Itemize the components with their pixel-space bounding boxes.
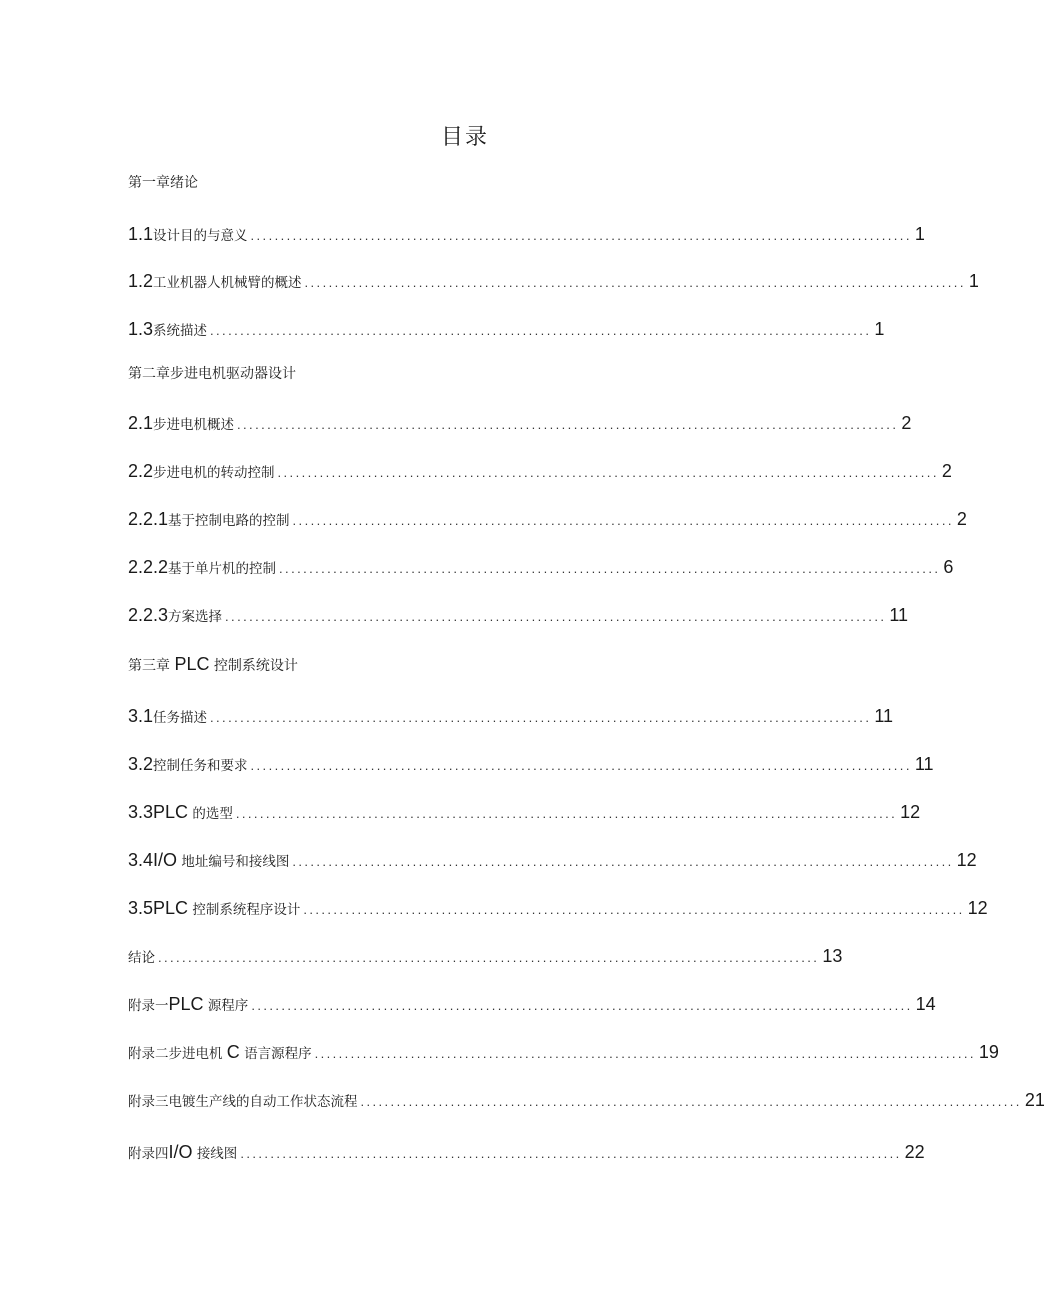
dot-leader: .............................................................................................................. xyxy=(210,710,872,725)
entry-number: 2.2 xyxy=(128,461,154,481)
chapter-3-latin: PLC xyxy=(174,654,210,674)
dot-leader: .............................................................................................................. xyxy=(292,854,954,869)
dot-leader: .............................................................................................................. xyxy=(158,950,820,965)
entry-label xyxy=(128,1040,312,1066)
entry-page-number: 14 xyxy=(915,994,936,1014)
entry-label-suffix: 接线图 xyxy=(196,1146,238,1162)
dot-leader: .............................................................................................................. xyxy=(251,998,913,1013)
entry-number: 3.5 xyxy=(128,898,154,918)
entry-label-text: 控制系统程序设计 xyxy=(192,902,301,918)
entry-page-number: 2 xyxy=(956,509,967,529)
dot-leader: .............................................................................................................. xyxy=(292,513,954,528)
toc-entry-3-3[interactable] xyxy=(128,800,921,824)
dot-leader: .............................................................................................................. xyxy=(210,323,872,338)
entry-label-prefix: 附录一 xyxy=(128,998,169,1014)
entry-number: 3.1 xyxy=(128,706,154,726)
entry-label: 基于控制电路的控制 xyxy=(168,513,290,529)
toc-entry-3-5[interactable] xyxy=(128,896,988,920)
toc-entry-appendix-1[interactable] xyxy=(128,992,936,1016)
entry-page-number: 11 xyxy=(914,754,934,774)
chapter-2-heading: 第二章步进电机驱动器设计 xyxy=(128,366,296,382)
entry-label xyxy=(128,1140,237,1166)
entry-number: 3.4 xyxy=(128,850,154,870)
dot-leader: .............................................................................................................. xyxy=(277,465,939,480)
dot-leader: .............................................................................................................. xyxy=(304,275,966,290)
entry-label-suffix: 语言源程序 xyxy=(244,1046,312,1062)
chapter-3-suffix: 控制系统设计 xyxy=(213,658,298,674)
entry-page-number: 12 xyxy=(967,898,988,918)
entry-label: 系统描述 xyxy=(153,323,208,339)
entry-label: 设计目的与意义 xyxy=(153,228,248,244)
entry-page-number: 11 xyxy=(874,706,894,726)
entry-page-number: 22 xyxy=(904,1142,925,1162)
entry-page-number: 11 xyxy=(889,605,909,625)
entry-label-text: 地址编号和接线图 xyxy=(181,854,290,870)
entry-label-suffix: 源程序 xyxy=(207,998,249,1014)
entry-number: 2.2.1 xyxy=(128,509,169,529)
entry-page-number: 19 xyxy=(978,1042,999,1062)
entry-page-number: 1 xyxy=(914,224,925,244)
entry-page-number: 1 xyxy=(968,271,979,291)
toc-entry-2-2-2[interactable] xyxy=(128,555,954,579)
entry-label: 工业机器人机械臂的概述 xyxy=(153,275,302,291)
entry-page-number: 1 xyxy=(874,319,885,339)
entry-latin: PLC xyxy=(153,802,189,822)
toc-entry-conclusion[interactable] xyxy=(128,944,843,968)
entry-page-number: 2 xyxy=(941,461,952,481)
entry-number: 1.1 xyxy=(128,224,154,244)
entry-page-number: 2 xyxy=(901,413,912,433)
entry-label: 步进电机的转动控制 xyxy=(153,465,275,481)
chapter-1-heading: 第一章绪论 xyxy=(128,175,198,191)
entry-label xyxy=(153,848,289,874)
dot-leader: .............................................................................................................. xyxy=(240,1146,902,1161)
toc-entry-appendix-4[interactable] xyxy=(128,1140,925,1164)
entry-label xyxy=(153,896,300,922)
toc-title: 目录 xyxy=(440,125,489,150)
entry-label xyxy=(153,800,233,826)
entry-page-number: 12 xyxy=(956,850,977,870)
toc-entry-1-2[interactable] xyxy=(128,269,979,293)
toc-entry-3-1[interactable] xyxy=(128,704,894,728)
toc-entry-3-4[interactable] xyxy=(128,848,977,872)
toc-entry-3-2[interactable] xyxy=(128,752,934,776)
dot-leader: .............................................................................................................. xyxy=(303,902,965,917)
toc-entry-1-3[interactable] xyxy=(128,317,885,341)
entry-page-number: 21 xyxy=(1024,1090,1045,1110)
entry-label-prefix: 附录二步进电机 xyxy=(128,1046,223,1062)
entry-label: 步进电机概述 xyxy=(153,417,235,433)
entry-label: 附录三电镀生产线的自动工作状态流程 xyxy=(128,1094,358,1110)
entry-label: 控制任务和要求 xyxy=(153,758,248,774)
entry-label-text: 的选型 xyxy=(192,806,233,822)
entry-number: 1.2 xyxy=(128,271,154,291)
entry-label xyxy=(128,992,248,1018)
chapter-3-heading xyxy=(128,654,298,676)
dot-leader: .............................................................................................................. xyxy=(237,417,899,432)
entry-latin: I/O xyxy=(153,850,178,870)
entry-number: 3.3 xyxy=(128,802,154,822)
entry-label: 结论 xyxy=(128,950,155,966)
toc-entry-2-2[interactable] xyxy=(128,459,952,483)
dot-leader: .............................................................................................................. xyxy=(225,609,887,624)
dot-leader: .............................................................................................................. xyxy=(250,228,912,243)
entry-latin: PLC xyxy=(153,898,189,918)
dot-leader: .............................................................................................................. xyxy=(279,561,941,576)
entry-label-prefix: 附录四 xyxy=(128,1146,169,1162)
entry-page-number: 13 xyxy=(822,946,843,966)
toc-entry-appendix-2[interactable] xyxy=(128,1040,999,1064)
chapter-3-prefix: 第三章 xyxy=(128,658,170,674)
dot-leader: .............................................................................................................. xyxy=(314,1046,976,1061)
entry-number: 2.1 xyxy=(128,413,154,433)
entry-label: 基于单片机的控制 xyxy=(168,561,277,577)
entry-latin: PLC xyxy=(168,994,204,1014)
toc-entry-2-2-1[interactable] xyxy=(128,507,967,531)
entry-number: 3.2 xyxy=(128,754,154,774)
dot-leader: .............................................................................................................. xyxy=(250,758,912,773)
entry-latin: I/O xyxy=(168,1142,193,1162)
entry-latin: C xyxy=(226,1042,240,1062)
entry-number: 2.2.2 xyxy=(128,557,169,577)
entry-label: 方案选择 xyxy=(168,609,223,625)
toc-entry-appendix-3[interactable] xyxy=(128,1088,1045,1112)
entry-page-number: 12 xyxy=(900,802,921,822)
entry-number: 2.2.3 xyxy=(128,605,169,625)
entry-page-number: 6 xyxy=(943,557,954,577)
toc-entry-2-2-3[interactable] xyxy=(128,603,909,627)
entry-label: 任务描述 xyxy=(153,710,208,726)
toc-entry-2-1[interactable] xyxy=(128,411,912,435)
toc-entry-1-1[interactable] xyxy=(128,222,925,246)
dot-leader: .............................................................................................................. xyxy=(235,806,898,821)
entry-number: 1.3 xyxy=(128,319,154,339)
dot-leader: .............................................................................................................. xyxy=(360,1094,1022,1109)
